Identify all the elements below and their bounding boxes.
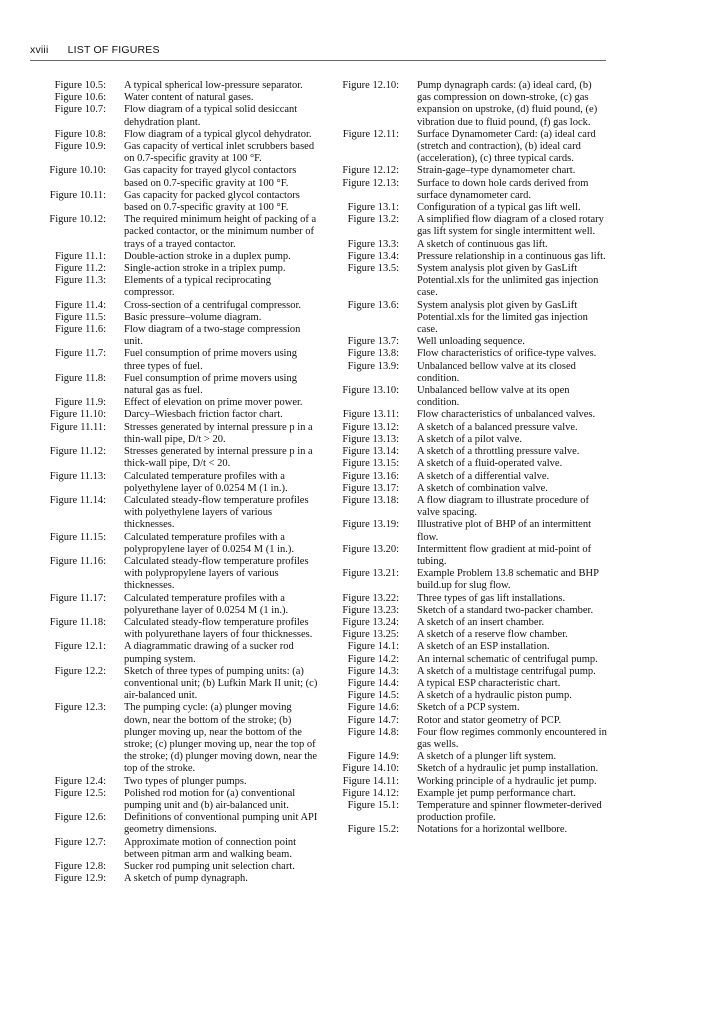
- figure-label: Figure 14.8:: [347, 726, 399, 738]
- figure-caption: Gas capacity of vertical inlet scrubbers based on 0.7-specific gravity at 100 °F.: [124, 141, 315, 165]
- figure-label: Figure 11.10:: [49, 409, 106, 421]
- figure-caption: Sucker rod pumping unit selection chart.: [124, 861, 295, 872]
- figure-label: Figure 13.11:: [342, 409, 399, 421]
- figure-label: Figure 11.11:: [50, 421, 106, 433]
- figure-label: Figure 11.4:: [55, 299, 106, 311]
- figure-label: Figure 10.7:: [54, 104, 106, 116]
- figure-entry: [333, 800, 608, 824]
- section-title: LIST OF FIGURES: [67, 44, 160, 56]
- figure-label: Figure 13.16:: [342, 470, 399, 482]
- figure-entry: [333, 300, 608, 337]
- figure-entry: [333, 641, 608, 653]
- figure-caption: A sketch of a pilot valve.: [417, 433, 522, 445]
- figure-entry: [333, 593, 608, 605]
- figure-label: Figure 13.21:: [342, 568, 399, 580]
- figure-entry: [333, 776, 608, 788]
- figure-label: Figure 11.6:: [55, 324, 106, 336]
- figure-caption: A flow diagram to illustrate procedure of valve spacing.: [417, 494, 590, 519]
- figure-entry: [333, 788, 608, 800]
- figure-caption: System analysis plot given by GasLift Potential.xls for the limited gas injection case.: [417, 299, 588, 336]
- figure-caption: Darcy–Wiesbach friction factor chart.: [124, 409, 283, 421]
- figure-entry: [333, 605, 608, 617]
- figure-caption: Example jet pump performance chart.: [417, 787, 576, 799]
- figure-caption: The pumping cycle: (a) plunger moving down, near the bottom of the stroke; (b) plunger moving up, near the bottom of the stroke; (c) plunger moving up, near the top of the stroke; (d) plunger moving down, near the top of the stroke.: [124, 702, 318, 775]
- figure-label: Figure 12.5:: [54, 787, 106, 799]
- figure-entry: [333, 348, 608, 360]
- figure-label: Figure 13.23:: [342, 604, 399, 616]
- figure-entry: [333, 654, 608, 666]
- figure-caption: Rotor and stator geometry of PCP.: [417, 714, 562, 726]
- figure-entry: [333, 165, 608, 177]
- figure-label: Figure 10.5:: [54, 80, 106, 91]
- figure-caption: Well unloading sequence.: [417, 336, 525, 348]
- figure-caption: A sketch of a throttling pressure valve.: [417, 446, 580, 458]
- left-figure-column: [40, 80, 318, 885]
- figure-label: Figure 12.11:: [342, 128, 399, 140]
- figure-caption: Definitions of conventional pumping unit API geometry dimensions.: [124, 812, 318, 836]
- figure-label: Figure 12.3:: [54, 702, 106, 714]
- figure-entry: [40, 788, 318, 812]
- figure-label: Figure 14.10:: [342, 763, 399, 775]
- figure-caption: Fuel consumption of prime movers using natural gas as fuel.: [124, 372, 297, 397]
- figure-label: Figure 13.10:: [342, 385, 399, 397]
- figure-caption: A sketch of a plunger lift system.: [417, 751, 557, 763]
- figure-caption: Notations for a horizontal wellbore.: [417, 824, 568, 836]
- figure-caption: Double-action stroke in a duplex pump.: [124, 250, 291, 262]
- figure-label: Figure 11.13:: [49, 470, 106, 482]
- figure-caption: Elements of a typical reciprocating compressor.: [124, 275, 271, 299]
- figure-label: Figure 10.8:: [54, 128, 106, 140]
- figure-caption: A sketch of an ESP installation.: [417, 641, 550, 653]
- figure-entry: [40, 141, 318, 165]
- figure-caption: Configuration of a typical gas lift well.: [417, 202, 581, 214]
- figure-entry: [40, 446, 318, 470]
- figure-entry: [40, 532, 318, 556]
- figure-label: Figure 13.9:: [347, 360, 399, 372]
- figure-caption: Cross-section of a centrifugal compressor.: [124, 299, 301, 311]
- figure-entry: [40, 373, 318, 397]
- figure-label: Figure 13.20:: [342, 543, 399, 555]
- figure-entry: [40, 812, 318, 836]
- figure-entry: [333, 666, 608, 678]
- figure-entry: [40, 861, 318, 873]
- figure-label: Figure 10.9:: [54, 141, 106, 153]
- figure-label: Figure 13.1:: [347, 202, 399, 214]
- figure-caption: Working principle of a hydraulic jet pump.: [417, 775, 597, 787]
- figure-label: Figure 12.1:: [54, 641, 106, 653]
- figure-caption: A sketch of continuous gas lift.: [417, 238, 548, 250]
- figure-entry: [40, 129, 318, 141]
- figure-entry: [40, 471, 318, 495]
- figure-label: Figure 11.9:: [55, 397, 106, 409]
- figure-entry: [333, 495, 608, 519]
- figure-label: Figure 14.3:: [347, 665, 399, 677]
- figure-entry: [40, 837, 318, 861]
- figure-entry: [333, 568, 608, 592]
- figure-entry: [333, 824, 608, 836]
- figure-caption: Flow diagram of a typical glycol dehydrator.: [124, 128, 312, 140]
- figure-label: Figure 14.12:: [342, 787, 399, 799]
- figure-entry: [40, 556, 318, 593]
- figure-caption: Stresses generated by internal pressure p in a thin-wall pipe, D/t > 20.: [124, 421, 313, 445]
- figure-caption: A simplified flow diagram of a closed rotary gas lift system for single intermittent well.: [417, 214, 604, 238]
- figure-label: Figure 11.17:: [49, 592, 106, 604]
- figure-caption: Surface to down hole cards derived from surface dynamometer card.: [417, 177, 589, 201]
- figure-caption: Calculated temperature profiles with a polyurethane layer of 0.0254 M (1 in.).: [124, 592, 289, 616]
- figure-entry: [40, 495, 318, 532]
- figure-label: Figure 13.12:: [342, 421, 399, 433]
- figure-label: Figure 10.10:: [49, 165, 106, 177]
- figure-label: Figure 11.15:: [49, 531, 106, 543]
- figure-entry: [333, 214, 608, 238]
- figure-label: Figure 11.8:: [55, 372, 106, 384]
- figure-label: Figure 14.1:: [347, 641, 399, 653]
- figure-caption: Flow diagram of a two-stage compression unit.: [124, 324, 301, 348]
- figure-entry: [40, 422, 318, 446]
- figure-caption: System analysis plot given by GasLift Potential.xls for the unlimited gas injection case.: [417, 263, 599, 299]
- figure-caption: Temperature and spinner flowmeter-derived production profile.: [417, 799, 602, 824]
- figure-entry: [333, 544, 608, 568]
- figure-entry: [333, 239, 608, 251]
- figure-entry: [333, 483, 608, 495]
- figure-caption: Surface Dynamometer Card: (a) ideal card (stretch and contraction), (b) ideal card (acceleration), (c) three typical cards.: [417, 128, 596, 165]
- figure-label: Figure 13.22:: [342, 592, 399, 604]
- figure-entry: [40, 776, 318, 788]
- figure-label: Figure 13.25:: [342, 629, 399, 641]
- figure-entry: [40, 409, 318, 421]
- figure-caption: Sketch of a hydraulic jet pump installation.: [417, 763, 599, 775]
- figure-entry: [40, 263, 318, 275]
- figure-caption: Single-action stroke in a triplex pump.: [124, 263, 286, 275]
- figure-label: Figure 12.2:: [54, 665, 106, 677]
- figure-caption: Three types of gas lift installations.: [417, 592, 566, 604]
- figure-entry: [40, 312, 318, 324]
- figure-entry: [40, 873, 318, 885]
- figure-caption: A sketch of a multistage centrifugal pump.: [417, 665, 596, 677]
- figure-entry: [333, 727, 608, 751]
- figure-label: Figure 11.2:: [55, 263, 106, 275]
- figure-label: Figure 11.5:: [55, 311, 106, 323]
- figure-caption: Calculated temperature profiles with a polypropylene layer of 0.0254 M (1 in.).: [124, 531, 295, 555]
- figure-entry: [333, 129, 608, 166]
- figure-entry: [333, 422, 608, 434]
- figure-caption: A sketch of a balanced pressure valve.: [417, 421, 578, 433]
- figure-entry: [333, 763, 608, 775]
- figure-entry: [333, 251, 608, 263]
- figure-entry: [333, 336, 608, 348]
- figure-label: Figure 12.9:: [54, 873, 106, 885]
- figure-label: Figure 13.15:: [342, 458, 399, 470]
- figure-caption: Pressure relationship in a continuous gas lift.: [417, 250, 606, 262]
- figure-caption: Sketch of a PCP system.: [417, 702, 520, 714]
- figure-entry: [333, 446, 608, 458]
- figure-label: Figure 11.14:: [49, 494, 106, 506]
- figure-entry: [333, 385, 608, 409]
- figure-caption: Polished rod motion for (a) conventional pumping unit and (b) air-balanced unit.: [124, 787, 296, 811]
- figure-label: Figure 13.4:: [347, 250, 399, 262]
- figure-caption: Example Problem 13.8 schematic and BHP build.up for slug flow.: [417, 568, 599, 592]
- figure-label: Figure 13.14:: [342, 446, 399, 458]
- figure-label: Figure 11.1:: [55, 250, 106, 262]
- figure-entry: [333, 361, 608, 385]
- figure-caption: Approximate motion of connection point between pitman arm and walking beam.: [124, 836, 297, 860]
- figure-label: Figure 13.7:: [347, 336, 399, 348]
- figure-entry: [333, 409, 608, 421]
- figure-caption: Fuel consumption of prime movers using three types of fuel.: [124, 348, 297, 372]
- figure-caption: A sketch of combination valve.: [417, 482, 548, 494]
- figure-entry: [333, 178, 608, 202]
- figure-label: Figure 13.13:: [342, 433, 399, 445]
- figure-entry: [333, 702, 608, 714]
- figure-entry: [40, 593, 318, 617]
- figure-entry: [40, 324, 318, 348]
- figure-entry: [333, 471, 608, 483]
- figure-label: Figure 11.7:: [55, 348, 106, 360]
- figure-entry: [40, 397, 318, 409]
- figure-entry: [40, 275, 318, 299]
- figure-label: Figure 12.8:: [54, 861, 106, 872]
- figure-entry: [40, 702, 318, 775]
- figure-entry: [40, 165, 318, 189]
- page-number: xviii: [30, 44, 49, 56]
- figure-caption: Water content of natural gases.: [124, 92, 254, 104]
- figure-label: Figure 11.3:: [55, 275, 106, 287]
- figure-caption: Flow diagram of a typical solid desiccant dehydration plant.: [124, 104, 298, 128]
- figure-entry: [40, 617, 318, 641]
- figure-label: Figure 13.17:: [342, 482, 399, 494]
- figure-caption: A sketch of a fluid-operated valve.: [417, 458, 563, 470]
- figure-caption: The required minimum height of packing of a packed contactor, or the minimum number of trays of a trayed contactor.: [124, 214, 317, 250]
- figure-caption: Calculated steady-flow temperature profiles with polyethylene layers of various thicknesses.: [124, 494, 309, 531]
- figure-label: Figure 14.9:: [347, 751, 399, 763]
- figure-entry: [333, 519, 608, 543]
- figure-entry: [333, 629, 608, 641]
- figure-label: Figure 12.12:: [342, 165, 399, 177]
- right-figure-column: [333, 80, 608, 837]
- figure-label: Figure 13.2:: [347, 214, 399, 226]
- figure-label: Figure 14.11:: [342, 775, 399, 787]
- figure-entry: [333, 715, 608, 727]
- figure-entry: [40, 641, 318, 665]
- figure-caption: Basic pressure–volume diagram.: [124, 311, 262, 323]
- figure-caption: A diagrammatic drawing of a sucker rod pumping system.: [124, 641, 294, 665]
- figure-entry: [40, 190, 318, 214]
- figure-label: Figure 13.24:: [342, 616, 399, 628]
- figure-entry: [40, 348, 318, 372]
- figure-caption: Effect of elevation on prime mover power.: [124, 397, 303, 409]
- figure-label: Figure 15.1:: [347, 799, 399, 811]
- figure-label: Figure 13.6:: [347, 299, 399, 311]
- figure-caption: Gas capacity for trayed glycol contactors based on 0.7-specific gravity at 100 °F.: [124, 165, 297, 189]
- figure-caption: Gas capacity for packed glycol contactors based on 0.7-specific gravity at 100 °F.: [124, 189, 300, 214]
- figure-caption: A sketch of pump dynagraph.: [124, 873, 248, 885]
- figure-entry: [40, 104, 318, 128]
- figure-entry: [333, 80, 608, 129]
- figure-label: Figure 14.7:: [347, 714, 399, 726]
- figure-caption: A typical ESP characteristic chart.: [417, 677, 561, 689]
- figure-label: Figure 10.12:: [49, 214, 106, 226]
- figure-label: Figure 10.6:: [54, 92, 106, 104]
- figure-label: Figure 13.19:: [342, 519, 399, 531]
- figure-caption: Pump dynagraph cards: (a) ideal card, (b) gas compression on down-stroke, (c) gas expansion on upstroke, (d) fluid pound, (e) vibration due to fluid pound, (f) gas lock.: [417, 80, 598, 128]
- figure-caption: Sketch of three types of pumping units: (a) conventional unit; (b) Lufkin Mark II unit; (c) air-balanced unit.: [124, 665, 318, 702]
- figure-label: Figure 13.5:: [347, 263, 399, 275]
- figure-caption: Sketch of a standard two-packer chamber.: [417, 604, 594, 616]
- figure-label: Figure 12.10:: [342, 80, 399, 91]
- figure-label: Figure 11.16:: [49, 555, 106, 567]
- figure-entry: [333, 678, 608, 690]
- figure-label: Figure 11.18:: [49, 616, 106, 628]
- figure-caption: Calculated steady-flow temperature profiles with polypropylene layers of various thicknesses.: [124, 555, 309, 592]
- figure-entry: [333, 751, 608, 763]
- figure-caption: Two types of plunger pumps.: [124, 775, 247, 787]
- figure-caption: A sketch of a differential valve.: [417, 470, 550, 482]
- figure-entry: [333, 690, 608, 702]
- figure-entry: [333, 617, 608, 629]
- figure-entry: [333, 202, 608, 214]
- figure-caption: Illustrative plot of BHP of an intermittent flow.: [417, 519, 591, 543]
- figure-label: Figure 12.6:: [54, 812, 106, 824]
- figure-caption: A sketch of an insert chamber.: [417, 616, 545, 628]
- figure-caption: A sketch of a hydraulic piston pump.: [417, 690, 572, 702]
- figure-caption: Unbalanced bellow valve at its open condition.: [417, 385, 570, 409]
- figure-entry: [333, 434, 608, 446]
- figure-caption: Flow characteristics of orifice-type valves.: [417, 348, 597, 360]
- figure-caption: Intermittent flow gradient at mid-point of tubing.: [417, 543, 592, 567]
- figure-caption: A typical spherical low-pressure separator.: [124, 80, 303, 91]
- figure-caption: An internal schematic of centrifugal pump.: [417, 653, 598, 665]
- figure-caption: Unbalanced bellow valve at its closed condition.: [417, 360, 576, 384]
- figure-label: Figure 14.5:: [347, 690, 399, 702]
- figure-entry: [40, 300, 318, 312]
- figure-caption: Calculated temperature profiles with a polyethylene layer of 0.0254 M (1 in.).: [124, 470, 288, 494]
- figure-caption: Calculated steady-flow temperature profiles with polyurethane layers of four thicknesses.: [124, 616, 313, 641]
- figure-label: Figure 11.12:: [49, 446, 106, 458]
- figure-label: Figure 12.4:: [54, 775, 106, 787]
- figure-label: Figure 14.6:: [347, 702, 399, 714]
- running-header: [30, 44, 606, 61]
- figure-caption: Strain-gage–type dynamometer chart.: [417, 165, 576, 177]
- figure-label: Figure 13.3:: [347, 238, 399, 250]
- figure-entry: [40, 92, 318, 104]
- figure-label: Figure 13.18:: [342, 494, 399, 506]
- figure-label: Figure 12.7:: [54, 836, 106, 848]
- figure-caption: A sketch of a reserve flow chamber.: [417, 629, 568, 641]
- figure-label: Figure 13.8:: [347, 348, 399, 360]
- figure-caption: Flow characteristics of unbalanced valves.: [417, 409, 596, 421]
- figure-caption: Four flow regimes commonly encountered in gas wells.: [417, 726, 607, 750]
- figure-label: Figure 12.13:: [342, 177, 399, 189]
- figure-entry: [40, 251, 318, 263]
- figure-entry: [333, 263, 608, 300]
- figure-label: Figure 14.4:: [347, 677, 399, 689]
- figure-caption: Stresses generated by internal pressure p in a thick-wall pipe, D/t < 20.: [124, 446, 313, 470]
- figure-entry: [40, 666, 318, 703]
- figure-entry: [40, 214, 318, 251]
- figure-entry: [333, 458, 608, 470]
- figure-label: Figure 14.2:: [347, 653, 399, 665]
- figure-label: Figure 15.2:: [347, 824, 399, 836]
- figure-entry: [40, 80, 318, 92]
- figure-label: Figure 10.11:: [49, 189, 106, 201]
